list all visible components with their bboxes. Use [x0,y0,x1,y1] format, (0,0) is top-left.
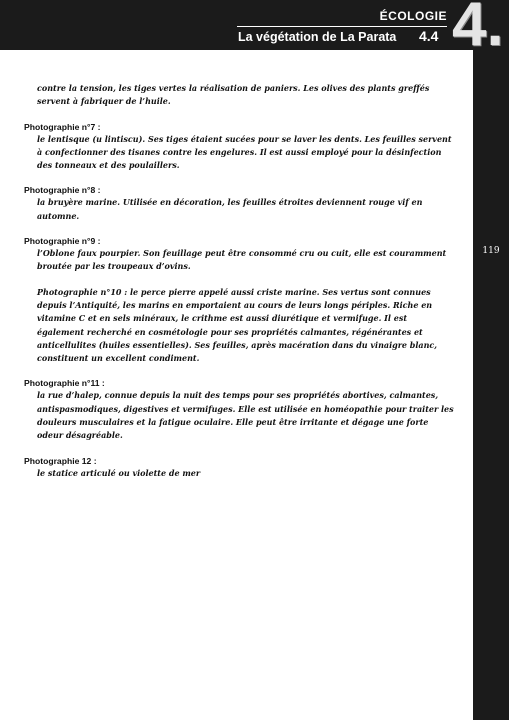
photo-heading: Photographie n°11 : [24,378,105,389]
paragraph: contre la tension, les tiges vertes la réalisation de paniers. Les olives des plants greffés servent à fabriquer de l’huile. [37,83,430,107]
section-label: ÉCOLOGIE [379,9,447,23]
body-text [24,82,454,492]
text-block [24,455,454,480]
text-block [24,184,454,223]
chapter-big-number: 4. [452,0,504,59]
chapter-title: La végétation de La Parata [238,30,397,44]
photo-heading: Photographie n°8 : [24,185,101,196]
text-block [24,377,454,442]
paragraph: le statice articulé ou violette de mer [37,467,201,478]
photo-heading: Photographie n°7 : [24,121,101,132]
paragraph: la rue d’halep, connue depuis la nuit des temps pour ses propriétés abortives, calmantes, antispasmodiques, digestives et vermifuges. Elle est utilisée en homéopathie pour traiter les douleurs musculaires et la fatigue oculaire. Elle peut être irritante et dégage une forte odeur désagréable. [37,390,454,441]
text-block [24,235,454,365]
side-band [473,0,509,720]
paragraph: la bruyère marine. Utilisée en décoration, les feuilles étroites deviennent rouge vif en automne. [37,197,423,221]
text-block [24,121,454,173]
paragraph: le lentisque (u lintiscu). Ses tiges étaient sucées pour se laver les dents. Les feuilles servent à confectionner des tisanes contre les engelures. Il est aussi employé pour la désinfection des tonneaux et des poulaillers. [37,133,452,171]
photo-heading: Photographie 12 : [24,455,97,466]
paragraph: Photographie n°10 : le perce pierre appelé aussi criste marine. Ses vertus sont connues depuis l’Antiquité, les marins en emportaient au cours de leurs longs périples. Riche en vitamine C et en sels minéraux, le crithme est aussi diurétique et vermifuge. Il est également recherché en cosmétologie pour ses propriétés calmantes, régénérantes et anticellulites (huiles essentielles). Ses feuilles, après macération dans du vinaigre blanc, constituent un excellent condiment. [37,286,438,364]
page-number: 119 [482,246,500,256]
chapter-number: 4.4 [419,28,439,44]
paragraph: l’Oblone faux pourpier. Son feuillage peut être consommé cru ou cuit, elle est couramment broutée par les troupeaux d’ovins. [37,248,447,272]
text-block [24,82,454,109]
header-divider [237,26,447,27]
photo-heading: Photographie n°9 : [24,236,101,247]
